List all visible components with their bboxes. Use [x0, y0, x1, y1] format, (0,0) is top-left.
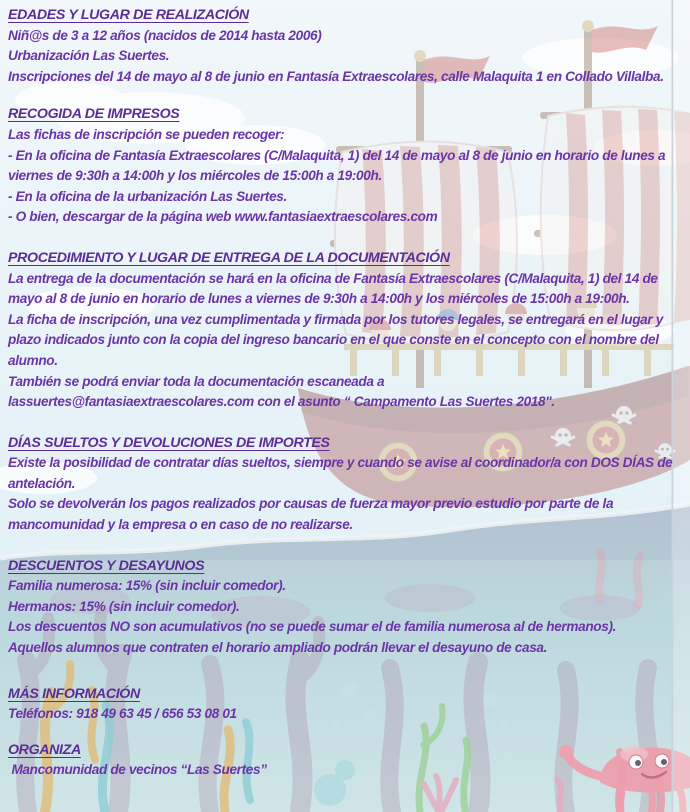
section-heading: DESCUENTOS Y DESAYUNOS	[8, 557, 205, 574]
paragraph: Familia numerosa: 15% (sin incluir comedor).	[8, 578, 286, 594]
section-heading: DÍAS SUELTOS Y DEVOLUCIONES DE IMPORTES	[8, 434, 330, 451]
paragraph: - En la oficina de la urbanización Las Suertes.	[8, 188, 287, 204]
section-heading: MÁS INFORMACIÓN	[8, 685, 140, 702]
paragraph website-text: - O bien, descargar de la página web www.fantasiaextraescolares.com	[8, 209, 438, 225]
section-procedimiento	[8, 248, 684, 413]
paragraph: Aquellos alumnos que contraten el horario ampliado podrán llevar el desayuno de casa.	[8, 640, 548, 656]
paragraph email-text: lassuertes@fantasiaextraescolares.com con el asunto “ Campamento Las Suertes 2018".	[8, 394, 555, 410]
paragraph: Inscripciones del 14 de mayo al 8 de junio en Fantasía Extraescolares, calle Malaquita 1 en Collado Villalba.	[8, 68, 664, 84]
section-edades	[8, 5, 684, 87]
paragraph: Existe la posibilidad de contratar días sueltos, siempre y cuando se avise al coordinador/a con DOS DÍAS de antelación.	[8, 455, 676, 491]
section-organiza	[8, 740, 684, 781]
section-recogida	[8, 104, 684, 228]
paragraph: - En la oficina de Fantasía Extraescolares (C/Malaquita, 1) del 14 de mayo al 8 de junio en horario de lunes a viernes de 9:30h a 14:00h y los miércoles de 15:00h a 19:00h.	[8, 147, 669, 184]
paragraph: La ficha de inscripción, una vez cumplimentada y firmada por los tutores legales, se entregará en el lugar y plazo indicados junto con la copia del ingreso bancario en el que conste en el concepto con el nombre del alumno.	[8, 311, 667, 368]
section-heading: PROCEDIMIENTO Y LUGAR DE ENTREGA DE LA DOCUMENTACIÓN	[8, 249, 450, 266]
paragraph: Los descuentos NO son acumulativos (no se puede sumar el de familia numerosa al de hermanos).	[8, 619, 617, 635]
paragraph: Mancomunidad de vecinos “Las Suertes”	[8, 762, 267, 778]
paragraph: También se podrá enviar toda la documentación escaneada a	[8, 373, 385, 389]
section-mas-informacion	[8, 684, 684, 725]
paragraph phone-numbers: Teléfonos: 918 49 63 45 / 656 53 08 01	[8, 706, 237, 722]
paragraph: Solo se devolverán los pagos realizados por causas de fuerza mayor previo estudio por parte de la mancomunidad y la empresa o en caso de no realizarse.	[8, 496, 617, 533]
section-heading: ORGANIZA	[8, 741, 81, 758]
section-heading: EDADES Y LUGAR DE REALIZACIÓN	[8, 7, 249, 23]
section-descuentos	[8, 556, 684, 659]
paragraph: Hermanos: 15% (sin incluir comedor).	[8, 598, 240, 614]
section-dias-sueltos	[8, 433, 684, 536]
section-heading: RECOGIDA DE IMPRESOS	[8, 106, 180, 123]
paragraph: Niñ@s de 3 a 12 años (nacidos de 2014 hasta 2006)	[8, 27, 322, 43]
flyer-text	[8, 5, 684, 781]
paragraph: La entrega de la documentación se hará en la oficina de Fantasía Extraescolares (C/Malaquita, 1) del 14 de mayo al 8 de junio en horario de lunes a viernes de 9:30h a 14:00h y los miércoles de 15:00h a 19:00h.	[8, 270, 662, 307]
paragraph: Las fichas de inscripción se pueden recoger:	[8, 126, 285, 142]
paragraph: Urbanización Las Suertes.	[8, 48, 170, 64]
